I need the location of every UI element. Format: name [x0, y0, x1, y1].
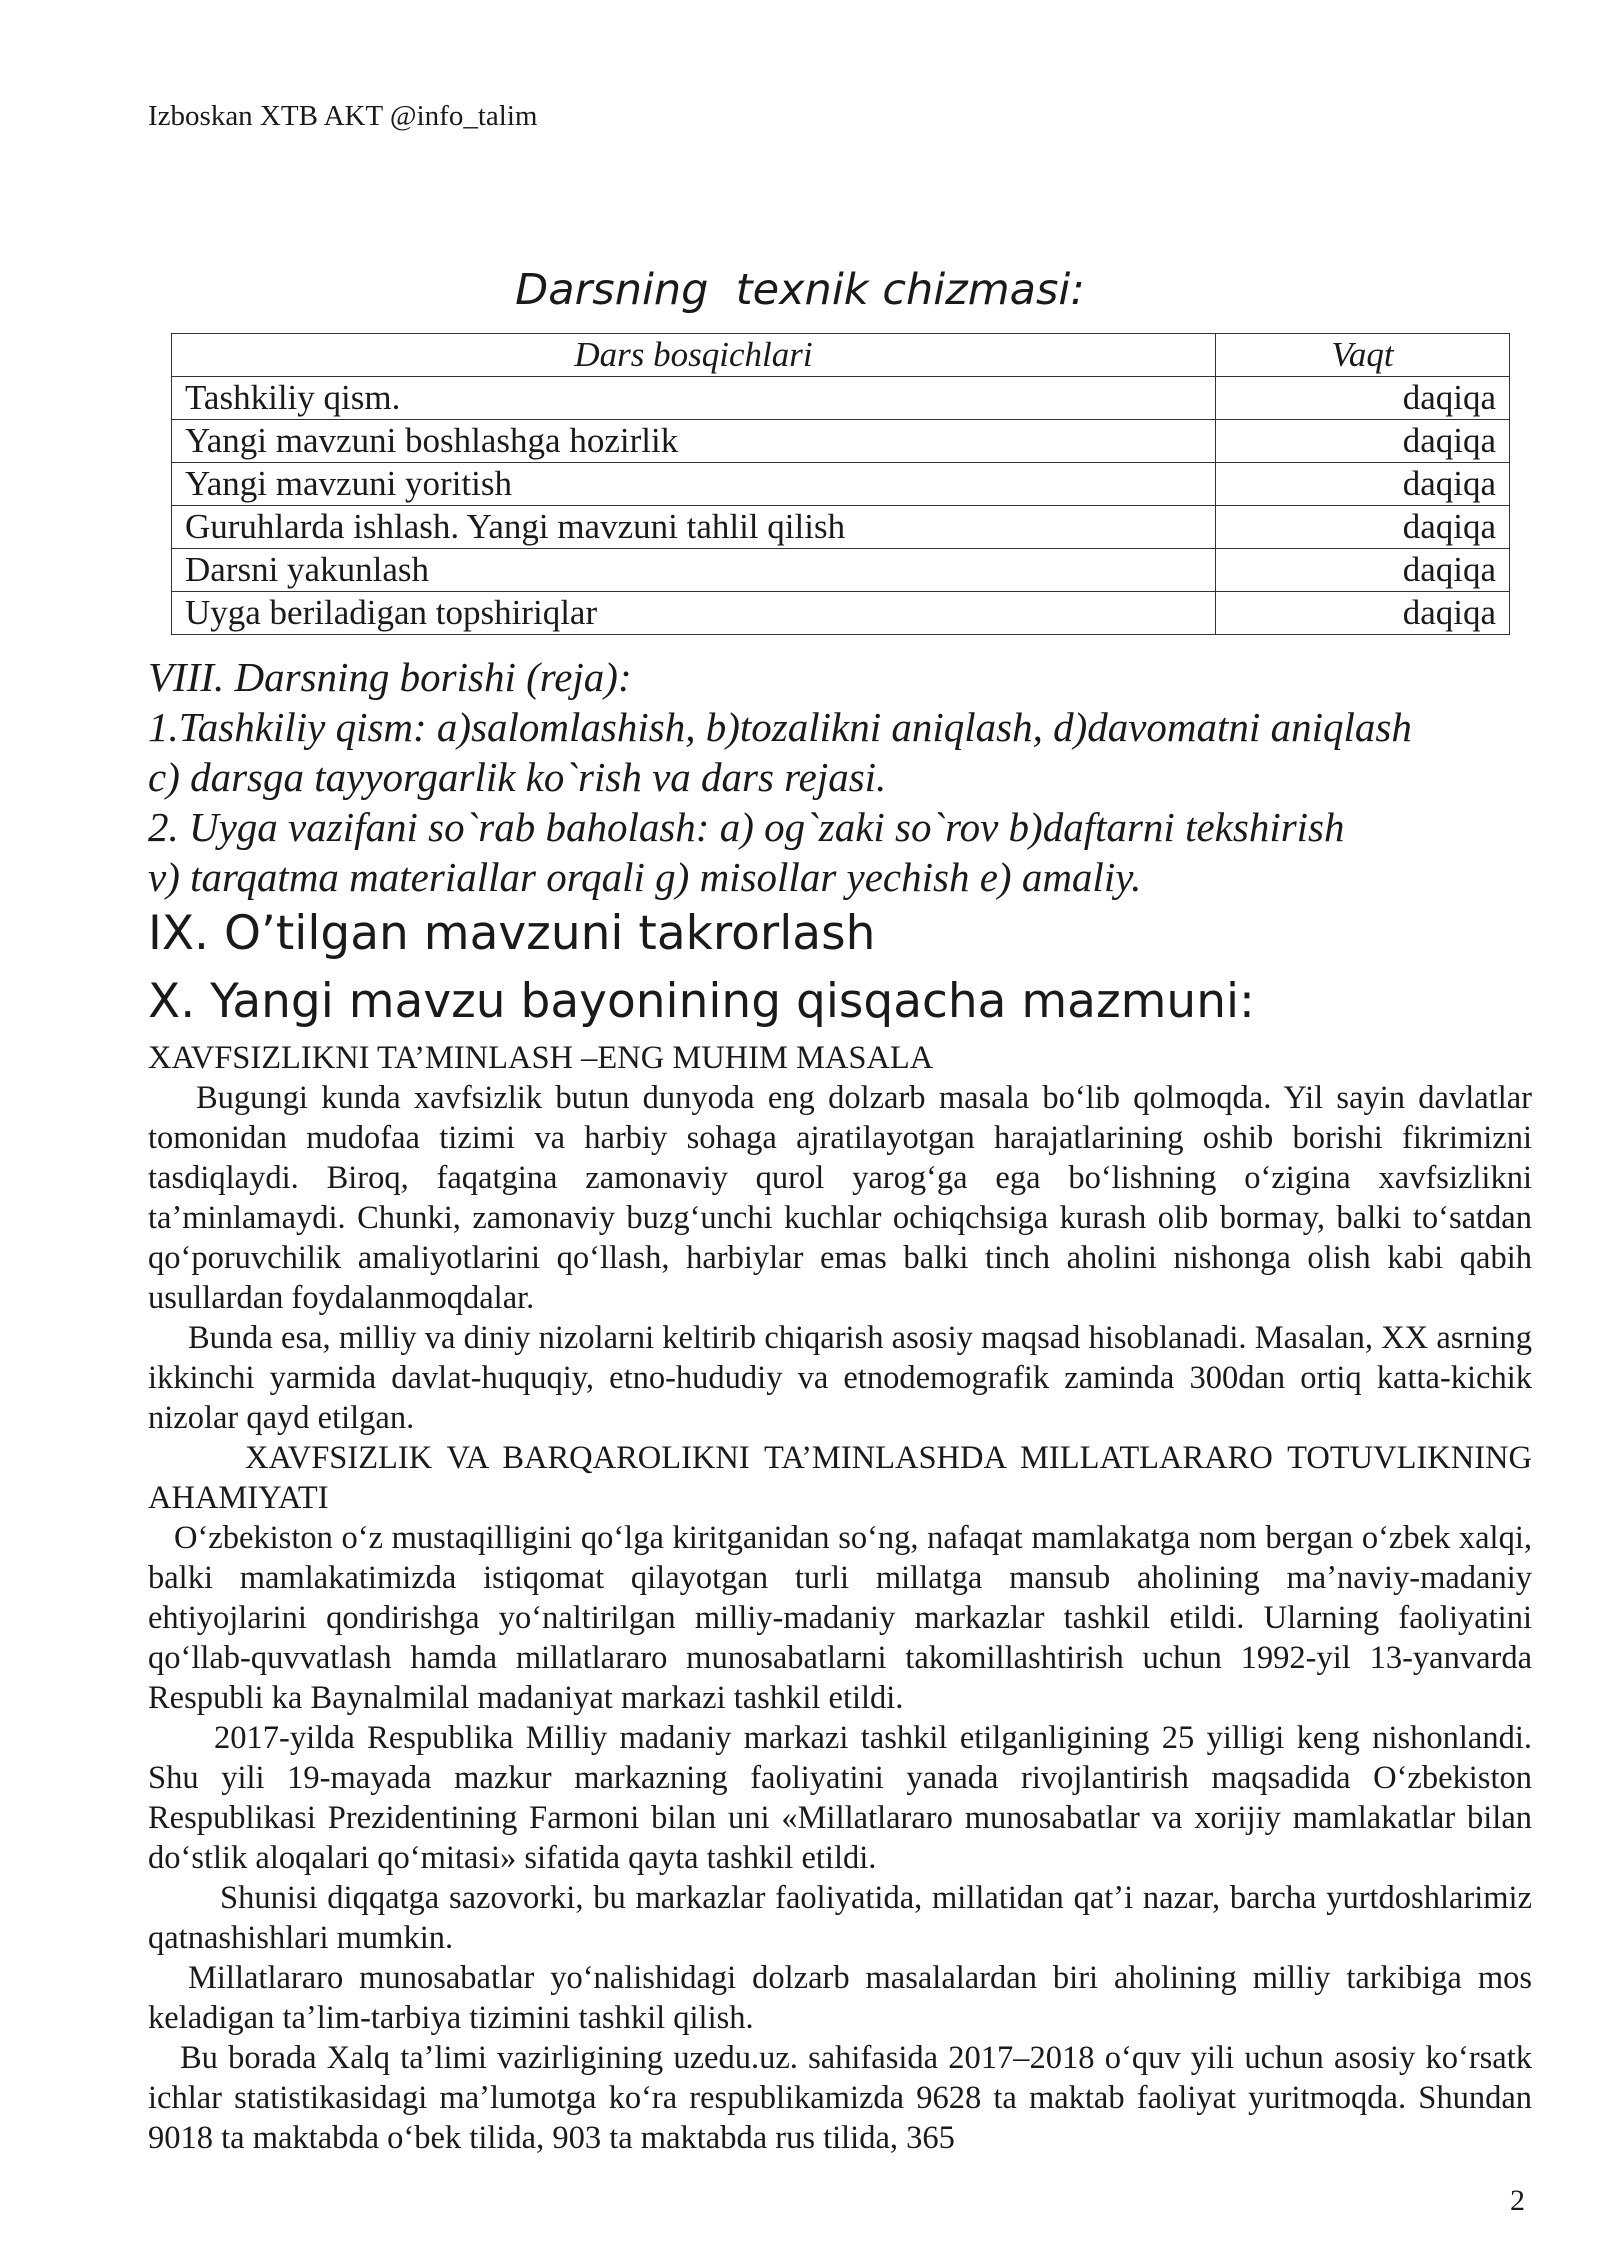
paragraph: Bugungi kunda xavfsizlik butun dunyoda eng dolzarb masala boʻlib qolmoqda. Yil sayin davlatlar tomonidan mudofaa tizimi va harbiy sohaga ajratilayotgan harajatlarining oshib borishi fikrimizni tasdiqlaydi. Biroq, faqatgina zamonaviy qurol yarogʻga ega boʻlishning oʻzigina xavfsizlikni taʼminlamaydi. Chunki, zamonaviy buzgʻunchi kuchlar ochiqchsiga kurash olib bormay, balki toʻsatdan qoʻporuvchilik amaliyotlarini qoʻllash, harbiylar emas balki tinch aholini nishonga olish kabi qabih usullardan foydalanmoqdalar. — [148, 1080, 1532, 1316]
stage-cell: Yangi mavzuni yoritish — [172, 463, 1216, 506]
paragraph: Oʻzbekiston oʻz mustaqilligini qoʻlga kiritganidan soʻng, nafaqat mamlakatga nom bergan oʻzbek xalqi, balki mamlakatimizda istiqomat qilayotgan turli millatga mansub aholining maʼnaviy-madaniy ehtiyojlarini qondirishga yoʻnaltirilgan milliy-madaniy markazlar tashkil etildi. Ularning faoliyatini qoʻllab-quvvatlash hamda millatlararo munosabatlarni takomillashtirish uchun 1992-yil 13-yanvarda Respubli ka Baynalmilal madaniyat markazi tashkil etildi. — [148, 1520, 1532, 1716]
plan-line: v) tarqatma materiallar orqali g) misollar yechish e) amaliy. — [148, 854, 1142, 900]
plan-heading: VIII. Darsning borishi (reja): — [148, 654, 632, 700]
plan-line: 1.Tashkiliy qism: a)salomlashish, b)tozalikni aniqlash, d)davomatni aniqlash — [148, 704, 1412, 750]
paragraph: Bunda esa, milliy va diniy nizolarni keltirib chiqarish asosiy maqsad hisoblanadi. Masalan, XX asrning ikkinchi yarmida davlat-huquqiy, etno-hududiy va etnodemografik zaminda 300dan ortiq katta-kichik nizolar qayd etilgan. — [148, 1320, 1532, 1436]
document-title: Darsning texnik chizmasi: — [515, 265, 1085, 315]
time-cell: daqiqa — [1216, 463, 1510, 506]
plan-line: c) darsga tayyorgarlik ko`rish va dars rejasi. — [148, 754, 887, 800]
time-cell: daqiqa — [1216, 592, 1510, 635]
table-row — [172, 420, 1510, 463]
stage-cell: Tashkiliy qism. — [172, 377, 1216, 420]
lesson-content — [148, 1038, 1532, 2158]
stage-cell: Guruhlarda ishlash. Yangi mavzuni tahlil qilish — [172, 506, 1216, 549]
lesson-plan — [148, 652, 1548, 902]
stage-cell: Yangi mavzuni boshlashga hozirlik — [172, 420, 1216, 463]
time-cell: daqiqa — [1216, 377, 1510, 420]
table-row — [172, 377, 1510, 420]
stage-cell: Darsni yakunlash — [172, 549, 1216, 592]
time-cell: daqiqa — [1216, 549, 1510, 592]
page-number: 2 — [1510, 2184, 1525, 2217]
table-row — [172, 549, 1510, 592]
section-x-heading: X. Yangi mavzu bayonining qisqacha mazmuni: — [148, 974, 1255, 1029]
table-row — [172, 463, 1510, 506]
paragraph: Millatlararo munosabatlar yoʻnalishidagi dolzarb masalalardan biri aholining milliy tarkibiga mos keladigan taʼlim-tarbiya tizimini tashkil qilish. — [148, 1960, 1532, 2036]
lesson-stages-table — [171, 333, 1510, 635]
table-row — [172, 592, 1510, 635]
stage-cell: Uyga beriladigan topshiriqlar — [172, 592, 1216, 635]
time-cell: daqiqa — [1216, 506, 1510, 549]
content-heading: XAVFSIZLIKNI TA’MINLASH –ENG MUHIM MASALA — [148, 1040, 934, 1076]
table-row — [172, 506, 1510, 549]
table-header-row — [172, 334, 1510, 377]
time-cell: daqiqa — [1216, 420, 1510, 463]
paragraph: Bu borada Xalq taʼlimi vazirligining uzedu.uz. sahifasida 2017–2018 oʻquv yili uchun asosiy koʻrsatk ichlar statistikasidagi maʼlumotga koʻra respublikamizda 9628 ta maktab faoliyat yuritmoqda. Shundan 9018 ta maktabda oʻbek tilida, 903 ta maktabda rus tilida, 365 — [148, 2040, 1532, 2156]
plan-line: 2. Uyga vazifani so`rab baholash: a) og`zaki so`rov b)daftarni tekshirish — [148, 804, 1345, 850]
column-header-stages: Dars bosqichlari — [172, 334, 1216, 377]
paragraph: Shunisi diqqatga sazovorki, bu markazlar faoliyatida, millatidan qatʼi nazar, barcha yurtdoshlarimiz qatnashishlari mumkin. — [148, 1880, 1532, 1956]
header-note: Izboskan XTB AKT @info_talim — [148, 100, 538, 132]
paragraph: 2017-yilda Respublika Milliy madaniy markazi tashkil etilganligining 25 yilligi keng nishonlandi. Shu yili 19-mayada mazkur markazning faoliyatini yanada rivojlantirish maqsadida Oʻzbekiston Respublikasi Prezidentining Farmoni bilan uni «Millatlararo munosabatlar va xorijiy mamlakatlar bilan doʻstlik aloqalari qoʻmitasi» sifatida qayta tashkil etildi. — [148, 1720, 1532, 1876]
section-ix-heading: IX. O’tilgan mavzuni takrorlash — [148, 906, 876, 961]
column-header-time: Vaqt — [1216, 334, 1510, 377]
content-heading: XAVFSIZLIK VA BARQAROLIKNI TA’MINLASHDA MILLATLARARO TOTUVLIKNING AHAMIYATI — [148, 1440, 1532, 1516]
